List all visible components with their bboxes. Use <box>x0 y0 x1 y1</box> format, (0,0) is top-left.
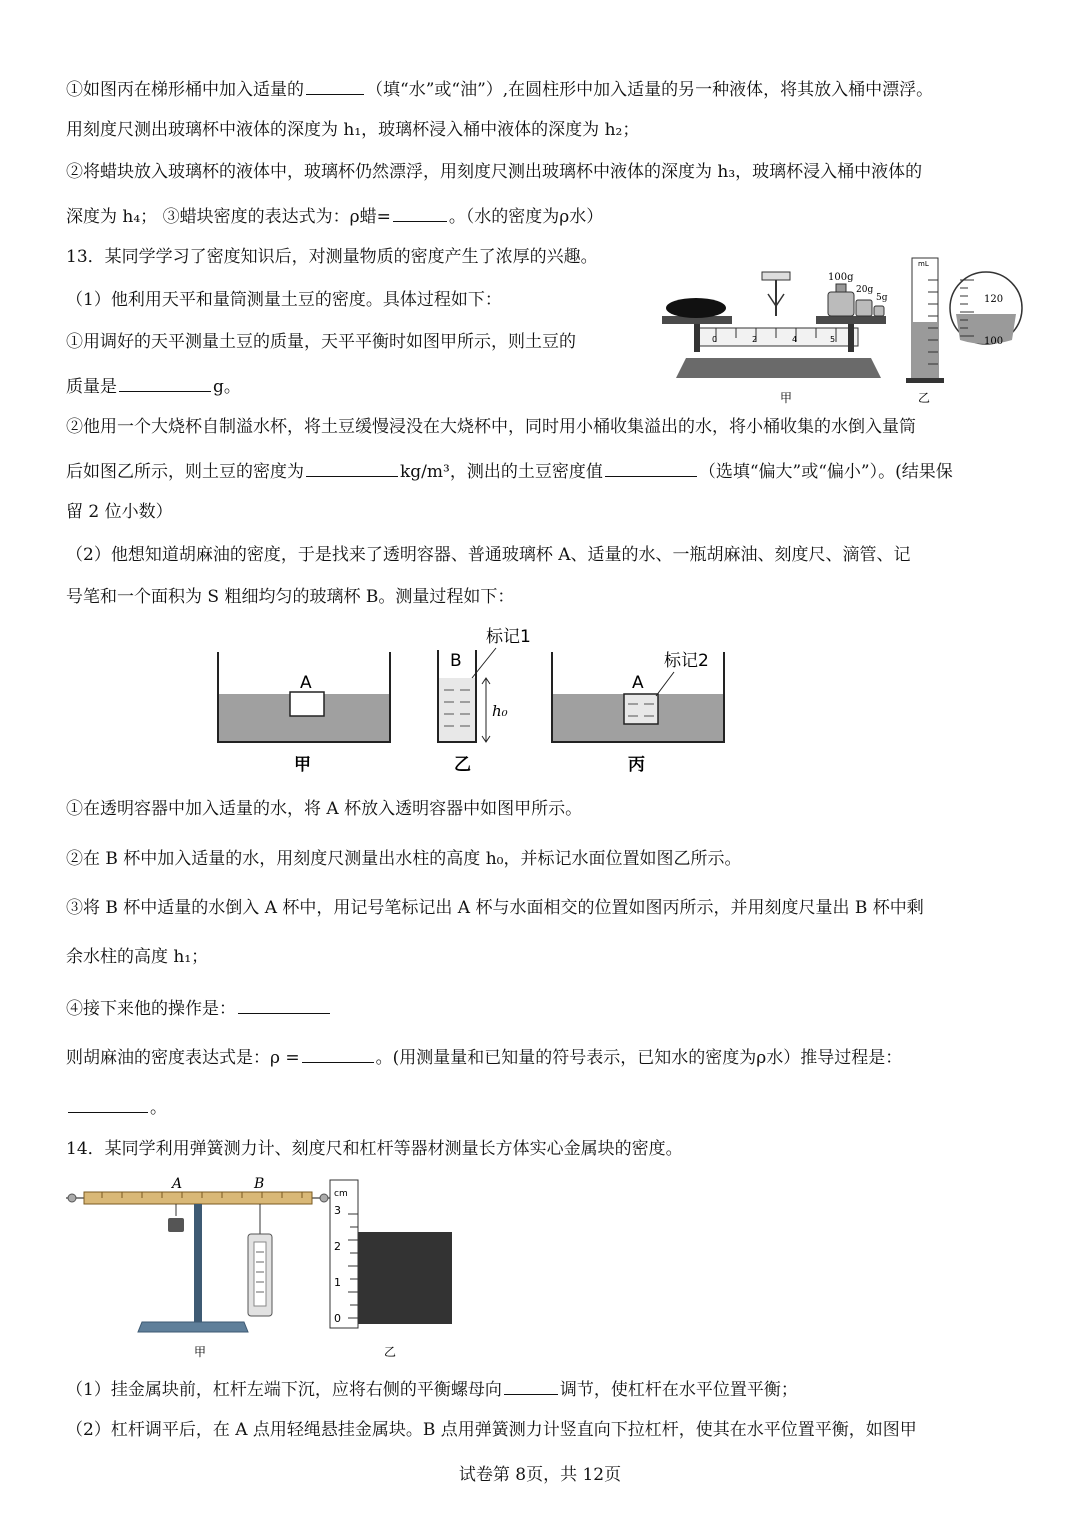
text-line-16: ③将 B 杯中适量的水倒入 A 杯中，用记号笔标记出 A 杯与水面相交的位置如图丙所示，并用刻度尺量出 B 杯中剩 <box>66 898 924 918</box>
text-line-14: ①在透明容器中加入适量的水，将 A 杯放入透明容器中如图甲所示。 <box>66 799 583 819</box>
cup-b-water <box>438 678 476 742</box>
scale-tick-label: 0 <box>712 335 718 344</box>
ruler-tick-label: 2 <box>334 1240 341 1253</box>
text-segment: kg/m³，测出的土豆密度值 <box>400 462 603 482</box>
scale-tick-label: 2 <box>752 335 758 344</box>
figure-balance-cylinder <box>656 250 1028 410</box>
stand-base <box>138 1322 248 1332</box>
mark1-label: 标记1 <box>486 627 531 647</box>
text-segment: 则胡麻油的密度表达式是：ρ = <box>66 1048 300 1068</box>
text-line-19 <box>66 1044 902 1070</box>
figure-caption: 甲 <box>194 1345 207 1359</box>
left-post <box>694 324 700 352</box>
figure-balance-cylinder-svg <box>656 250 1028 410</box>
figure-cups-svg <box>210 620 740 780</box>
question-14-stem: 14．某同学利用弹簧测力计、刻度尺和杠杆等器材测量长方体实心金属块的密度。 <box>66 1139 683 1159</box>
text-line-17: 余水柱的高度 h₁； <box>66 947 209 967</box>
text-segment: 。 <box>150 1098 167 1118</box>
zoom-label: 120 <box>984 294 1004 305</box>
text-line-4 <box>66 203 603 229</box>
cylinder-base <box>906 378 944 383</box>
ruler <box>330 1180 358 1328</box>
figure-lever-ruler <box>62 1172 462 1362</box>
balance-base <box>676 358 881 378</box>
text-line-1 <box>66 76 933 102</box>
text-line-18 <box>66 995 332 1021</box>
text-segment: 后如图乙所示，则土豆的密度为 <box>66 462 304 482</box>
weight-label: 20g <box>856 285 874 295</box>
ruler-tick-label: 3 <box>334 1204 341 1217</box>
text-line-20 <box>66 1094 167 1120</box>
balance-nut-left <box>68 1194 76 1202</box>
weight-100g <box>828 292 854 316</box>
answer-blank[interactable] <box>119 373 211 392</box>
figure-caption: 甲 <box>294 755 311 775</box>
right-post <box>848 324 854 352</box>
figure-caption: 乙 <box>918 391 931 405</box>
ruler-unit: cm <box>334 1189 348 1199</box>
text-segment: 调节，使杠杆在水平位置平衡； <box>559 1380 798 1400</box>
potato <box>666 298 726 318</box>
answer-blank[interactable] <box>306 76 364 95</box>
text-line-23: （2）杠杆调平后，在 A 点用轻绳悬挂金属块。B 点用弹簧测力计竖直向下拉杠杆，使其在水平位置平衡，如图甲 <box>66 1420 917 1440</box>
cup-a <box>290 692 324 716</box>
weight-20g <box>856 300 872 316</box>
ruler-tick-label: 1 <box>334 1276 341 1289</box>
figure-caption: 乙 <box>384 1345 397 1359</box>
h0-label: h₀ <box>492 702 508 720</box>
text-segment: g。 <box>213 377 241 397</box>
text-line-6: （1）他利用天平和量筒测量土豆的密度。具体过程如下： <box>66 290 502 310</box>
zoom-label: 100 <box>984 336 1004 347</box>
ruler-tick-label: 0 <box>334 1312 341 1325</box>
balance-nut-right <box>320 1194 328 1202</box>
scale-tick-label: 4 <box>792 335 798 344</box>
text-line-3: ②将蜡块放入玻璃杯的液体中，玻璃杯仍然漂浮，用刻度尺测出玻璃杯中液体的深度为 h₃，玻璃杯浸入桶中液体的 <box>66 162 923 182</box>
figure-caption: 甲 <box>780 391 793 405</box>
answer-blank[interactable] <box>605 458 697 477</box>
text-line-12: （2）他想知道胡麻油的密度，于是找来了透明容器、普通玻璃杯 A、适量的水、一瓶胡麻油、刻度尺、滴管、记 <box>66 545 911 565</box>
text-segment: 。(用测量量和已知量的符号表示，已知水的密度为ρ水）推导过程是： <box>375 1048 903 1068</box>
text-segment: 质量是 <box>66 377 117 397</box>
answer-blank[interactable] <box>393 203 447 222</box>
lever-bar <box>84 1192 312 1204</box>
cup-b-label: B <box>450 651 462 671</box>
weight-5g <box>874 306 884 316</box>
cylinder-water <box>913 322 937 379</box>
text-segment: 。（水的密度为ρ水） <box>448 207 604 227</box>
answer-blank[interactable] <box>68 1094 148 1113</box>
cup-a-label: A <box>300 673 312 693</box>
point-b-label: B <box>254 1176 265 1192</box>
figure-lever-ruler-svg <box>62 1172 462 1362</box>
text-segment: （填“水”或“油”）,在圆柱形中加入适量的另一种液体，将其放入桶中漂浮。 <box>366 80 934 100</box>
text-line-2: 用刻度尺测出玻璃杯中液体的深度为 h₁，玻璃杯浸入桶中液体的深度为 h₂； <box>66 120 640 140</box>
pointer-dial <box>762 272 790 280</box>
stand-pole <box>194 1204 202 1322</box>
cylinder-unit: mL <box>918 260 929 268</box>
answer-blank[interactable] <box>306 458 398 477</box>
question-13-stem: 13．某同学学习了密度知识后，对测量物质的密度产生了浓厚的兴趣。 <box>66 247 598 267</box>
figure-cups <box>210 620 740 780</box>
metal-block <box>358 1232 452 1324</box>
text-line-9: ②他用一个大烧杯自制溢水杯，将土豆缓慢浸没在大烧杯中，同时用小桶收集溢出的水，将小桶收集的水倒入量筒 <box>66 417 916 437</box>
text-line-22 <box>66 1376 798 1402</box>
right-pan <box>816 316 886 324</box>
text-line-13: 号笔和一个面积为 S 粗细均匀的玻璃杯 B。测量过程如下： <box>66 587 515 607</box>
text-segment: （选填“偏大”或“偏小”）。(结果保 <box>698 462 953 482</box>
text-segment: 深度为 h₄； ③蜡块密度的表达式为：ρ蜡= <box>66 207 391 227</box>
text-segment: （1）挂金属块前，杠杆左端下沉，应将右侧的平衡螺母向 <box>66 1380 502 1400</box>
answer-blank[interactable] <box>238 995 330 1014</box>
point-a-label: A <box>172 1176 183 1192</box>
mark2-label: 标记2 <box>664 651 709 671</box>
weight-label: 100g <box>828 272 854 283</box>
cup-a <box>624 694 658 724</box>
page-footer: 试卷第 8页，共 12页 <box>458 1465 622 1485</box>
figure-caption: 乙 <box>454 755 471 775</box>
answer-blank[interactable] <box>302 1044 374 1063</box>
answer-blank[interactable] <box>504 1376 558 1395</box>
metal-block-small <box>168 1218 184 1232</box>
text-line-7: ①用调好的天平测量土豆的质量，天平平衡时如图甲所示，则土豆的 <box>66 332 576 352</box>
weight-label: 5g <box>876 293 888 303</box>
mark2-leader <box>656 672 674 696</box>
scale-tick-label: 5 <box>830 335 836 344</box>
text-line-15: ②在 B 杯中加入适量的水，用刻度尺测量出水柱的高度 h₀，并标记水面位置如图乙所示。 <box>66 849 742 869</box>
text-line-10 <box>66 458 953 484</box>
cup-a-label: A <box>632 673 644 693</box>
figure-caption: 丙 <box>628 755 645 775</box>
text-line-11: 留 2 位小数） <box>66 502 173 522</box>
weight-knob <box>836 284 846 292</box>
text-segment: ①如图丙在梯形桶中加入适量的 <box>66 80 304 100</box>
text-line-8 <box>66 373 241 399</box>
text-segment: ④接下来他的操作是： <box>66 999 236 1019</box>
